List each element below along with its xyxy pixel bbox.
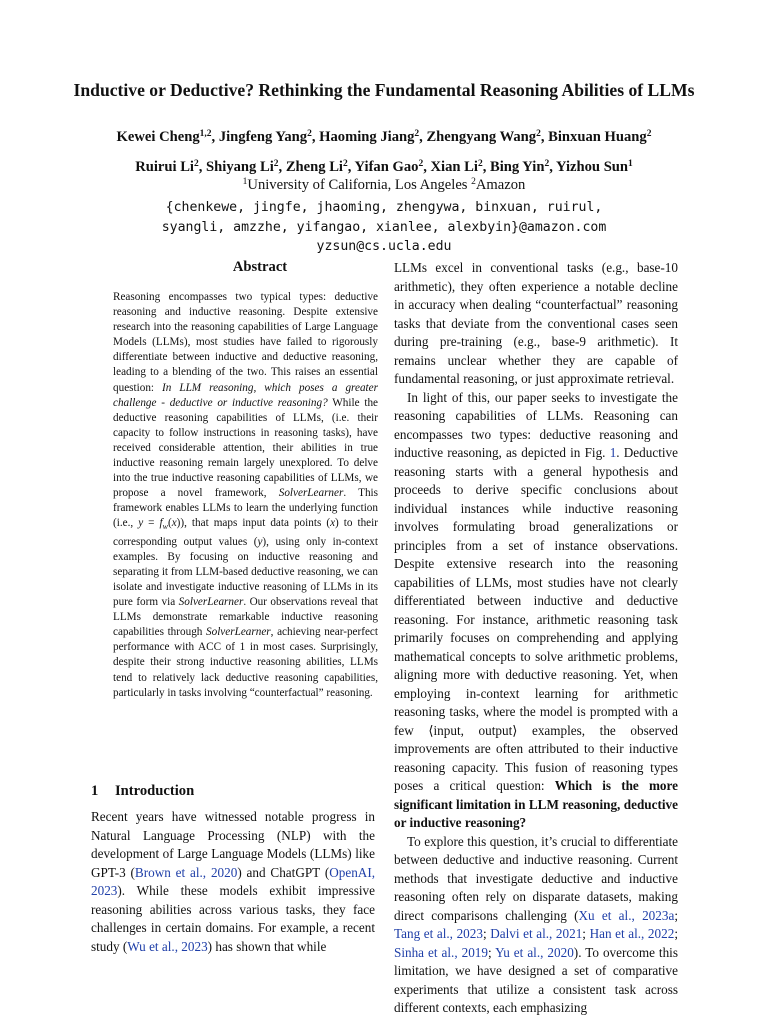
subscript: w [162,522,168,532]
italic-run: y [257,535,263,548]
intro-paragraph-1-continued [394,259,678,389]
text-run: Reasoning encompasses two typical types: deductive reasoning and inductive reasoning. Despite extensive research into the reasoning capabilities of Large Language Models (LLMs), most studies have failed to rigorously differentiate between inductive and deductive reasoning, leading to a blending of the two. This raises an essential question: [113,291,378,394]
text-run: ( [167,517,172,530]
intro-left-column [91,808,375,956]
affiliation-marker: 1 [242,177,248,187]
author-affiliation-marker: 2 [343,159,348,169]
author-emails: {chenkewe, jingfe, jhaoming, zhengywa, binxuan, ruirul, syangli, amzzhe, yifangao, xianlee, alexbyin}@amazon.com yzsun@cs.ucla.edu [161,200,607,254]
abstract-heading: Abstract [232,259,288,275]
italic-run: SolverLearner [206,626,271,639]
author-affiliation-marker: 2 [544,159,550,169]
author-affiliation-marker: 1 [628,159,633,169]
italic-run: In LLM reasoning, which poses a greater challenge - deductive or inductive reasoning? [113,381,378,409]
text-run: = [143,517,160,530]
author-list-line-2: Ruirui Li$^2$, Shiyang Li$^2$, Zheng Li$^2$, Yifan Gao$^2$, Xian Li$^2$, Bing Yin$^2$, Yizhou Sun$^1$ [135,159,633,175]
author-name: Kewei Cheng [116,129,200,145]
italic-run: x [171,517,177,530]
author-list-line-1: Kewei Cheng$^{1,2}$, Jingfeng Yang$^2$, Haoming Jiang$^2$, Zhengyang Wang$^2$, Binxuan Huang$^2$ [116,129,652,145]
citation-link[interactable]: Han et al., 2022 [589,926,675,941]
citation-link[interactable]: Xu et al., 2023a [578,907,675,923]
text-run: ; [488,944,496,960]
italic-run: SolverLearner [278,487,344,500]
affiliations [40,176,728,194]
text-run: To explore this question, it’s crucial to differentiate between deductive and inductive reasoning. Current methods that investigate deductive and inductive reasoning often rely on disparate datasets, making direct comparisons challenging ( [394,833,678,923]
italic-run: x [330,517,336,530]
author-name: Ruirui Li [135,159,194,175]
author-name: Yifan Gao [354,159,419,175]
text-run: ), using only in-context examples. By focusing on inductive reasoning and separating it from LLM-based deductive reasoning, we can isolate and investigate inductive reasoning of LLMs in its pure form via [113,535,378,609]
author-name: Binxuan Huang [548,129,647,145]
text-run: Recent years have witnessed notable progress in Natural Language Processing (NLP) with the development of Large Language Models (LLMs) like GPT-3 ( [91,809,375,880]
italic-run: y [138,517,144,530]
author-affiliation-marker: 2 [536,129,541,139]
author-name: Xian Li [430,159,478,175]
citation-link[interactable]: Brown et al., 2020 [134,864,238,880]
text-run: . This framework enables LLMs to learn the underlying function (i.e., [113,487,378,530]
author-affiliation-marker: 2 [273,159,279,169]
text-run: ; [674,926,678,941]
citation-link[interactable]: Yu et al., 2020 [495,944,574,960]
text-run: ). While these models exhibit impressive reasoning abilities across various tasks, they face challenges in certain domains. For example, a recent study ( [91,883,375,954]
author-affiliation-marker: 2 [646,129,652,139]
author-name: Bing Yin [489,159,545,175]
author-name: Zheng Li [285,159,343,175]
author-name: Jingfeng Yang [218,129,308,145]
author-name: Yizhou Sun [555,159,629,175]
italic-run: f [159,517,163,530]
text-run: ). To overcome this limitation, we have designed a set of comparative experiments that utilize a consistent task across different contexts, each emphasizing [394,944,678,1015]
author-affiliation-marker: 1,2 [199,129,212,139]
text-run: . Our observations reveal that LLMs demonstrate remarkable inductive reasoning capabilities through [113,596,378,639]
abstract-body [113,290,378,701]
citation-link[interactable]: Wu et al., 2023 [127,938,208,954]
italic-run: SolverLearner [178,596,244,609]
text-run: While the deductive reasoning capabilities of LLMs, (i.e. their capacity to follow instructions in reasoning tasks), have received considerable attention, their abilities in true inductive reasoning remain largely unexplored. To delve into the true inductive reasoning capabilities of LLMs, we propose a novel framework, [113,396,378,500]
author-name: Zhengyang Wang [426,129,537,145]
citation-link[interactable]: Sinha et al., 2019 [394,944,488,960]
author-name: Shiyang Li [206,159,274,175]
section-number: 1 [91,783,99,799]
author-affiliation-marker: 2 [307,129,312,139]
intro-paragraph-2 [394,389,678,833]
author-affiliation-marker: 2 [418,159,424,169]
paper-title: Inductive or Deductive? Rethinking the Fundamental Reasoning Abilities of LLMs [73,80,695,100]
author-name: Haoming Jiang [319,129,415,145]
text-run: In light of this, our paper seeks to investigate the reasoning capabilities of LLMs. Reasoning can encompasses two types: deductive reasoning and inductive reasoning, as depicted in Fig. [394,389,678,460]
affiliation-marker: 2 [471,177,476,187]
author-affiliation-marker: 2 [193,159,199,169]
author-affiliation-marker: 2 [477,159,483,169]
text-run: ; [582,926,590,941]
citation-link[interactable]: 1 [609,445,617,460]
citation-link[interactable]: Tang et al., 2023 [394,926,483,941]
affiliation-amazon: Amazon [475,177,526,193]
text-run: ; [674,907,678,923]
text-run: . Deductive reasoning starts with a general hypothesis and proceeds to derive specific conclusions about individual instances while inductive reasoning involves formulating broad generalizations or principles from a set of instance observations. Despite extensive research into the reasoning capabilities of LLMs, most studies have not clearly differentiated between inductive and deductive reasoning. For instance, arithmetic reasoning task primarily focuses on comprehending and applying mathematical concepts to solve arithmetic problems, aligning more with deductive reasoning. Yet, when employing in-context learning for arithmetic reasoning tasks, where the model is prompted with a few ⟨input, output⟩ examples, the observed improvements are often attributed to their inductive reasoning capacity. This fusion of reasoning types poses a critical question: [394,445,678,793]
text-run: ) and ChatGPT ( [237,864,330,880]
abstract-paragraph [113,290,378,701]
intro-paragraph-3 [394,833,678,1018]
text-run: ; [482,926,491,941]
text-run: , achieving near-perfect performance with ACC of 1 in most cases. Surprisingly, despite their strong inductive reasoning abilities, LLMs tend to relatively lack deductive reasoning capabilities, particularly in tasks involving “counterfactual” reasoning. [113,626,379,699]
section-title: Introduction [115,783,195,799]
text-run: ) has shown that while [207,938,327,954]
intro-paragraph-1 [91,808,375,956]
right-column [394,259,678,1018]
affiliation-ucla: University of California, Los Angeles [247,177,472,193]
text-run: LLMs excel in conventional tasks (e.g., base-10 arithmetic), they often experience a notable decline in accuracy when dealing “counterfactual” reasoning tasks that deviate from the conventional cases seen during pre-training (e.g., base-9 arithmetic). It remains unclear whether they are capable of fundamental reasoning, or just approximate retrieval. [394,260,678,386]
citation-link[interactable]: Dalvi et al., 2021 [490,926,583,941]
text-run: ) to their corresponding output values ( [113,517,378,548]
bold-run: Which is the more significant limitation in LLM reasoning, deductive or inductive reasoning? [394,778,678,830]
citation-link[interactable]: OpenAI, 2023 [91,864,376,898]
author-affiliation-marker: 2 [414,129,420,139]
section-heading-introduction [91,782,194,800]
text-run: )), that maps input data points ( [176,517,331,530]
